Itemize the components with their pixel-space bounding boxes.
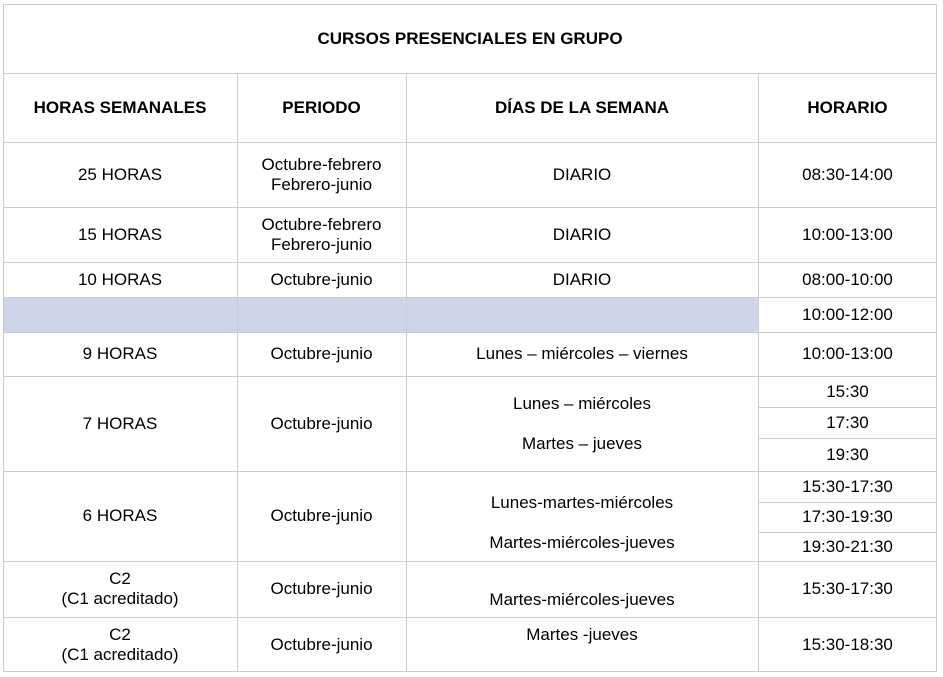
row-c2a-dias-text: Martes-miércoles-jueves — [489, 590, 675, 609]
row-6-dias — [406, 471, 758, 561]
row-25-horario-text: 08:30-14:00 — [802, 164, 893, 184]
header-horas — [3, 73, 237, 142]
header-horario — [758, 73, 937, 142]
row-6-horas — [3, 471, 237, 561]
row-9-horas — [3, 332, 237, 376]
row-15-horario — [758, 207, 937, 262]
row-25-horas-text: 25 HORAS — [77, 164, 163, 184]
header-periodo-text: PERIODO — [282, 97, 361, 117]
row-6-dias-text-0: Lunes-martes-miércoles — [490, 493, 674, 512]
row-15-periodo — [237, 207, 406, 262]
row-7-horario-0 — [758, 376, 937, 407]
row-6-horario-2-text: 19:30-21:30 — [802, 536, 893, 556]
header-horario-text: HORARIO — [807, 97, 888, 117]
row-c2b-horas — [3, 617, 237, 672]
row-15-periodo-text-0: Octubre-febrero — [261, 214, 382, 234]
page-title-text: CURSOS PRESENCIALES EN GRUPO — [317, 28, 623, 48]
row-9-periodo-text: Octubre-junio — [270, 344, 373, 363]
row-25-horas — [3, 142, 237, 207]
row-7-dias-text-0: Lunes – miércoles — [513, 393, 651, 413]
row-6-periodo-text: Octubre-junio — [270, 506, 373, 525]
page-title — [3, 4, 937, 73]
row-6-horario-0 — [758, 471, 937, 502]
row-7-periodo — [237, 376, 406, 471]
row-c2b-horas-text-0: C2 — [109, 624, 131, 644]
row-7-dias — [406, 376, 758, 471]
row-6-horario-1 — [758, 502, 937, 532]
row-c2b-horario-text: 15:30-18:30 — [802, 634, 893, 654]
row-10-horario-text: 08:00-10:00 — [802, 269, 893, 289]
header-periodo — [237, 73, 406, 142]
row-10-horario-extra-text: 10:00-12:00 — [802, 304, 893, 324]
row-9-horario — [758, 332, 937, 376]
row-25-dias-text: DIARIO — [552, 164, 612, 184]
row-7-horas-text: 7 HORAS — [82, 413, 158, 433]
row-15-periodo-text-1: Febrero-junio — [270, 234, 373, 254]
row-c2b-dias — [406, 617, 758, 672]
row-c2a-periodo-text: Octubre-junio — [270, 579, 373, 598]
row-15-dias-text: DIARIO — [552, 224, 612, 244]
row-15-horas — [3, 207, 237, 262]
row-c2b-dias-text: Martes -jueves — [526, 625, 638, 644]
row-c2b-periodo — [237, 617, 406, 672]
row-9-horas-text: 9 HORAS — [82, 344, 158, 363]
row-6-horario-1-text: 17:30-19:30 — [802, 507, 893, 526]
row-c2b-periodo-text: Octubre-junio — [270, 634, 373, 654]
row-c2a-horario — [758, 561, 937, 617]
row-25-periodo — [237, 142, 406, 207]
row-9-dias-text: Lunes – miércoles – viernes — [476, 344, 688, 363]
row-6-horario-0-text: 15:30-17:30 — [802, 476, 893, 496]
row-c2a-horas-text-1: (C1 acreditado) — [61, 589, 179, 608]
row-6-dias-text-1: Martes-miércoles-jueves — [489, 533, 675, 552]
row-25-dias — [406, 142, 758, 207]
header-dias-text: DÍAS DE LA SEMANA — [494, 97, 670, 117]
row-10-dias-text: DIARIO — [552, 269, 612, 289]
header-dias — [406, 73, 758, 142]
row-6-periodo — [237, 471, 406, 561]
row-10-horario-extra — [758, 297, 937, 332]
row-15-dias — [406, 207, 758, 262]
row-9-horario-text: 10:00-13:00 — [802, 344, 893, 363]
row-c2a-horas-text-0: C2 — [109, 569, 131, 588]
row-7-horario-1-text: 17:30 — [826, 412, 869, 432]
row-10-periodo-text: Octubre-junio — [270, 269, 373, 289]
row-25-horario — [758, 142, 937, 207]
row-c2a-dias — [406, 561, 758, 617]
row-9-periodo — [237, 332, 406, 376]
row-10-horas-text: 10 HORAS — [77, 269, 163, 289]
row-7-dias-text-1: Martes – jueves — [522, 433, 642, 453]
row-15-horario-text: 10:00-13:00 — [802, 224, 893, 244]
row-c2b-horas-text-1: (C1 acreditado) — [61, 644, 179, 664]
row-10-dias — [406, 262, 758, 297]
row-25-periodo-text-1: Febrero-junio — [270, 174, 373, 194]
header-horas-text: HORAS SEMANALES — [33, 97, 207, 117]
row-7-periodo-text: Octubre-junio — [270, 413, 373, 433]
row-c2a-horario-text: 15:30-17:30 — [802, 579, 893, 598]
row-c2a-periodo — [237, 561, 406, 617]
row-7-horario-2-text: 19:30 — [826, 444, 869, 464]
row-c2a-horas — [3, 561, 237, 617]
row-7-horario-1 — [758, 407, 937, 438]
row-10-horario — [758, 262, 937, 297]
row-10-horas — [3, 262, 237, 297]
row-7-horario-0-text: 15:30 — [826, 381, 869, 401]
row-6-horas-text: 6 HORAS — [82, 506, 158, 525]
row-9-dias — [406, 332, 758, 376]
row-15-horas-text: 15 HORAS — [77, 224, 163, 244]
row-7-horario-2 — [758, 438, 937, 471]
row-7-horas — [3, 376, 237, 471]
row-10-periodo — [237, 262, 406, 297]
row-6-horario-2 — [758, 532, 937, 561]
row-c2b-horario — [758, 617, 937, 672]
shaded-band — [3, 297, 758, 332]
row-25-periodo-text-0: Octubre-febrero — [261, 154, 382, 174]
